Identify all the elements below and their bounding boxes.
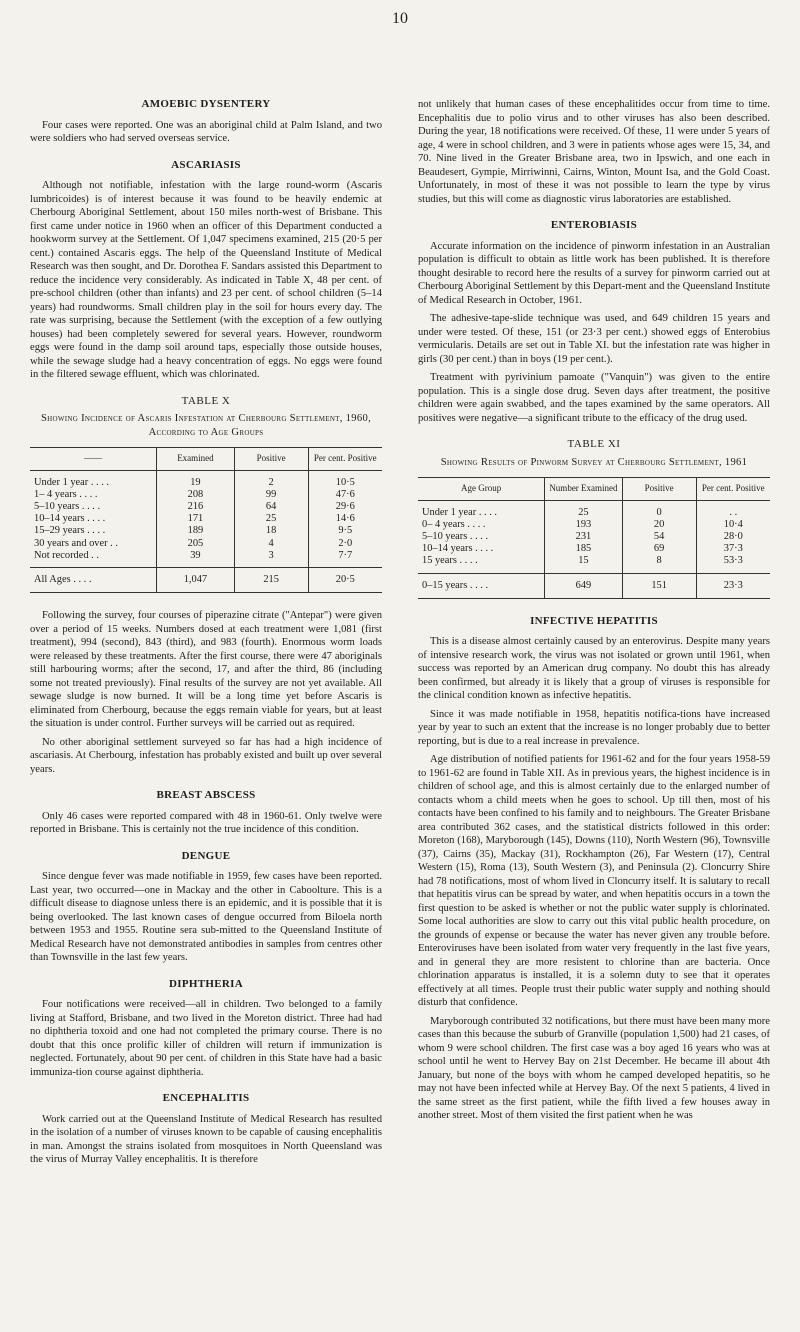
- paragraph: Age distribution of notified patients for 1961-62 and for the four years 1958-59 to 1961-62 are found in Table XII. As in previous years, the highest incidence is in children of school age, and this is almost certainly due to the enlarged number of contacts whom a child meets when he goes to school. Up till then, most of his contacts have been confined to his family and to neighbours. The Greater Brisbane area contributed 362 cases, and the statistical districts followed in this order: Moreton (168), Maryborough (145), Downs (110), North Western (96), Townsville (37), Cairns (35), Mackay (31), Rockhampton (26), Far Western (17), Central Western (15), Roma (13), South Western (3), and Peninsula (2). Cloncurry Shire had 78 notifications, most of whom lived in Cloncurry itself. It is salutary to recall that hepatitis virus can be spread by water, and when hepatitis occurs in a town the first question to be asked is whether or not the public water supply is chlorinated. Some local authorities are slow to carry out this vital public health procedure, on the grounds of expense or because the water has never given any trouble before. Enteroviruses have been isolated from water very frequently in the last five years, and in general they are more resistent to chlorine than are bacteria. Once chlorination apparatus is installed, it is a solemn duty to see that it operates effectively at all times. People trust their public water supply and nothing should disturb that confidence.: [418, 754, 770, 1009]
- table-cell: 8: [622, 555, 696, 573]
- paragraph: No other aboriginal settlement surveyed so far has had a high incidence of ascariasis. At Cherbourg, infestation has probably existed and built up over several years.: [30, 736, 382, 775]
- paragraph: The adhesive-tape-slide technique was used, and 649 children 15 years and under were tested. Of these, 151 (or 23·3 per cent.) showed eggs of Enterobius vermicularis. Details are set out in Table XI. but the infestation rate was higher in girls (30 per cent.) than in boys (19 per cent.).: [418, 313, 770, 365]
- table-xi-header: Age Group: [418, 478, 545, 501]
- table-row: [418, 519, 770, 531]
- paragraph: This is a disease almost certainly caused by an enterovirus. Despite many years of intensive research work, the virus was not isolated or grown until 1961, when success was reported by an American drug company. No doubt this has already been confirmed, but already it is likely that a group of viruses is responsible for the clinical condition known as infective hepatitis.: [418, 636, 770, 702]
- table-x-number: TABLE X: [181, 394, 231, 407]
- table-cell: Under 1 year . . . .: [34, 476, 110, 488]
- table-cell: 30 years and over . .: [34, 537, 118, 549]
- paragraph: Since dengue fever was made notifiable in 1959, few cases have been reported. Last year, two occurred—one in Mackay and the other in Caboolture. This is a difficult disease to diagnose unless there is an epidemic, and it is possible that it is being overlooked. The last known cases of dengue occurred from Biloela north between 1953 and 1955. Routine sera sub-mitted to the Queensland Institute of Medical Research have not demonstrated antibodies in samples from centres other than Townsville in the last few years.: [30, 871, 382, 964]
- table-row: [418, 555, 770, 573]
- table-cell: 37·3: [696, 543, 770, 555]
- table-cell: Not recorded . .: [34, 549, 99, 561]
- paragraph: Although not notifiable, infestation with the large round-worm (Ascaris lumbricoides) is of interest because it was found to be heavily endemic at Cherbourg Aboriginal Settlement, about 150 miles north-west of Brisbane. This first came under notice in 1960 when an officer of this Department conducted a hookworm survey at the Settlement. Of 1,047 specimens examined, 215 (20·5 per cent.) contained Ascaris eggs. The help of the Queensland Institute of Medical Research was then sought, and Dr. Dorothea F. Sandars assisted this Department to reduce the incidence very considerably. As indicated in Table X, 48 per cent. of pre-school children (other than infants) and 23 per cent. of school children (5–14 years) had roundworms. Small children play in the soil for hours every day. The rate was surprising, because the Settlement (with the exception of a few outlying houses) had been completely sewered for several years. However, roundworm eggs were found in the damp soil around taps, especially those outside houses, while the sewage sludge had a heavy concentration of eggs. No eggs were found in the filtered sewage effluent, which was chlorinated.: [30, 180, 382, 380]
- table-cell: 10–14 years . . . .: [422, 543, 494, 555]
- table-cell: 29·6: [308, 501, 382, 513]
- table-cell: 2: [234, 470, 308, 489]
- table-cell: 18: [234, 525, 308, 537]
- table-cell: 99: [234, 489, 308, 501]
- table-cell: 205: [157, 538, 234, 550]
- table-cell: 53·3: [696, 555, 770, 573]
- table-xi-header: Per cent. Positive: [696, 478, 770, 501]
- table-cell: 5–10 years . . . .: [422, 530, 489, 542]
- paragraph: Since it was made notifiable in 1958, hepatitis notifica-tions have increased year by year to such an extent that the increase is no longer probably due to better reporting, but is due to a real increase in prevalence.: [418, 708, 770, 747]
- table-row: [418, 543, 770, 555]
- table-cell: 649: [545, 573, 622, 598]
- table-cell: 0: [622, 500, 696, 519]
- table-cell: 20: [622, 519, 696, 531]
- table-cell: 10–14 years . . . .: [34, 513, 106, 525]
- table-cell: 39: [157, 550, 234, 568]
- table-total-row: [418, 573, 770, 598]
- table-cell: 216: [157, 501, 234, 513]
- table-x-header: Positive: [234, 448, 308, 471]
- paragraph: Following the survey, four courses of piperazine citrate ("Antepar") were given over a period of 15 weeks. Numbers dosed at each treatment were 1,081 (first treatment), 994 (second), 843 (third), and 983 (fourth). Enormous worm loads were released by these treatments. After the first course, there were 47 aboriginals still harbouring worms; after the second, 17, and after the third, 86 (including some not treated previously). Final results of the survey are not yet available. All sewage sludge is now burned. It will be a long time yet before Ascaris is eliminated from Cherbourg, because the eggs remain viable for years, but at least the situation is under control. Further surveys will be carried out as required.: [30, 610, 382, 730]
- section-heading-amoebic-dysentery: AMOEBIC DYSENTERY: [141, 98, 271, 110]
- paragraph: Four notifications were received—all in children. Two belonged to a family living at Stafford, Brisbane, and two lived in the Moreton district. Three had had no diphtheria toxoid and one had not completed the primary course. There is no doubt that this once prolific killer of children will return if immunization is neglected. Fortunately, about 90 per cent. of children in this State have had a basic immuniza-tion course against diphtheria.: [30, 999, 382, 1078]
- table-cell: 23·3: [696, 573, 770, 598]
- table-xi-number: TABLE XI: [567, 438, 621, 450]
- table-cell: 185: [545, 543, 622, 555]
- section-heading-encephalitis: ENCEPHALITIS: [162, 1092, 250, 1105]
- paragraph: Four cases were reported. One was an aboriginal child at Palm Island, and two were soldiers who had served overseas service.: [30, 119, 382, 144]
- section-heading-infective-hepatitis: INFECTIVE HEPATITIS: [530, 614, 658, 627]
- paragraph: Only 46 cases were reported compared with 48 in 1960-61. Only twelve were reported in Brisbane. This is certainly not the true incidence of this condition.: [30, 810, 382, 836]
- table-row: [418, 500, 770, 519]
- table-x-header: ——: [30, 448, 157, 471]
- table-cell: 25: [545, 500, 622, 519]
- right-column: [418, 98, 770, 1128]
- table-row: [30, 470, 382, 489]
- table-cell: 19: [157, 470, 234, 489]
- table-cell: 15–29 years . . . .: [34, 525, 106, 537]
- section-heading-diphtheria: DIPHTHERIA: [169, 977, 243, 990]
- section-heading-enterobiasis: ENTEROBIASIS: [550, 219, 638, 231]
- table-cell: 5–10 years . . . .: [34, 500, 101, 512]
- table-cell: 215: [234, 567, 308, 592]
- table-cell: . .: [696, 500, 770, 519]
- table-x-description: Showing Incidence of Ascaris Infestation at Cherbourg Settlement, 1960, According to Age Groups: [40, 413, 372, 438]
- table-cell: 28·0: [696, 531, 770, 543]
- table-cell: 231: [545, 531, 622, 543]
- table-xi-header: Positive: [622, 478, 696, 501]
- table-row: [30, 525, 382, 537]
- table-cell: 10·5: [308, 470, 382, 489]
- table-cell: Under 1 year . . . .: [422, 506, 498, 518]
- table-total-row: [30, 567, 382, 592]
- table-cell: 189: [157, 525, 234, 537]
- table-xi-header: Number Examined: [545, 478, 622, 501]
- table-cell: 69: [622, 543, 696, 555]
- table-cell: 9·5: [308, 525, 382, 537]
- table-cell: 4: [234, 538, 308, 550]
- left-column: [30, 98, 382, 1172]
- table-cell: 151: [622, 573, 696, 598]
- table-xi-caption: [418, 438, 770, 469]
- table-cell: 64: [234, 501, 308, 513]
- table-cell: 10·4: [696, 519, 770, 531]
- table-row: [30, 513, 382, 525]
- section-heading-breast-abscess: BREAST ABSCESS: [156, 789, 256, 802]
- table-cell: 0–15 years . . . .: [418, 573, 545, 598]
- table-cell: 1– 4 years . . . .: [34, 488, 98, 500]
- table-cell: 171: [157, 513, 234, 525]
- table-cell: 14·6: [308, 513, 382, 525]
- table-cell: 193: [545, 519, 622, 531]
- table-cell: 20·5: [308, 567, 382, 592]
- table-cell: All Ages . . . .: [30, 567, 157, 592]
- table-row: [30, 501, 382, 513]
- paragraph: not unlikely that human cases of these encephalitides occur from time to time. Encephalitis due to polio virus and to other viruses has also been described. During the year, 18 notifications were received. Of these, 11 were under 5 years of age, 4 were in school children, and 3 were in patients whose ages were 15, 34, and 70. Nine lived in the Greater Brisbane area, two in Ipswich, and one each in Beaudesert, Gympie, Mirriwinni, Cairns, Winton, Mount Isa, and the Gold Coast. Unfortunately, in most of these it was not possible to learn the type by virus studies, but this will come as diagnostic virus laboratories are established.: [418, 99, 770, 205]
- table-row: [30, 550, 382, 568]
- table-xi-description: Showing Results of Pinworm Survey at Cherbourg Settlement, 1961: [440, 456, 748, 468]
- table-x-header: Per cent. Positive: [308, 448, 382, 471]
- page-number: 10: [392, 10, 408, 27]
- table-cell: 0– 4 years . . . .: [422, 518, 486, 530]
- table-row: [30, 489, 382, 501]
- table-x-caption: [30, 395, 382, 440]
- table-cell: 54: [622, 531, 696, 543]
- table-cell: 2·0: [308, 538, 382, 550]
- table-xi: [418, 477, 770, 599]
- table-cell: 7·7: [308, 550, 382, 568]
- section-heading-ascariasis: ASCARIASIS: [171, 158, 241, 171]
- table-cell: 25: [234, 513, 308, 525]
- table-cell: 1,047: [157, 567, 234, 592]
- table-cell: 208: [157, 489, 234, 501]
- table-cell: 47·6: [308, 489, 382, 501]
- table-cell: 15: [545, 555, 622, 573]
- table-x: [30, 447, 382, 593]
- paragraph: Work carried out at the Queensland Institute of Medical Research has resulted in the isolation of a number of viruses known to be capable of causing encephalitis in man. Amongst the strains isolated from mosquitoes in North Queensland was the virus of Murray Valley encephalitis. It is therefore: [30, 1113, 382, 1166]
- paragraph: Treatment with pyrivinium pamoate ("Vanquin") was given to the entire population. This is a single dose drug. Seven days after treatment, the positive children were again swabbed, and the tapes examined by the same operators. All positives were negative—a significant tribute to the efficacy of the drug used.: [418, 372, 770, 424]
- section-heading-dengue: DENGUE: [181, 849, 231, 862]
- table-cell: 3: [234, 550, 308, 568]
- table-row: [30, 538, 382, 550]
- table-row: [418, 531, 770, 543]
- paragraph: Maryborough contributed 32 notifications, but there must have been many more cases than this because the suburb of Granville (population 1,500) had 21 cases, of whom 9 were school children. The first case was a boy aged 16 years who was at school until he went to Hervey Bay on 21st December. He became ill about 4th January, but none of the boys with whom he camped developed hepatitis, so he may not have been infected while at Hervey Bay. Of the next 5 patients, 4 lived in the same street as the first patient, while the fifth lived a few houses away in another street. Most of them visited the first patient when he was: [418, 1015, 770, 1122]
- table-cell: 15 years . . . .: [422, 555, 478, 567]
- table-x-header: Examined: [157, 448, 234, 471]
- paragraph: Accurate information on the incidence of pinworm infestation in an Australian population is difficult to obtain as little work has been published. It is therefore thought desirable to record here the results of a survey for pinworm carried out at Cherbourg Aboriginal Settlement by this Depart-ment and the Queensland Institute of Medical Research in October, 1961.: [418, 240, 770, 306]
